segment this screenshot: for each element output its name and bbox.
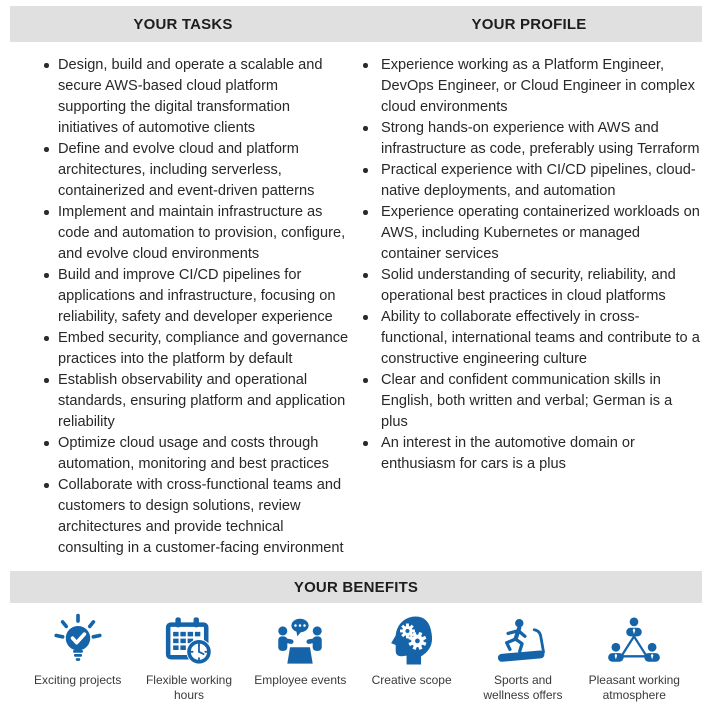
benefits-row bbox=[22, 612, 690, 703]
profile-item bbox=[356, 118, 702, 160]
head-gears-icon bbox=[383, 612, 441, 668]
bullet-icon bbox=[363, 210, 368, 215]
benefit-item bbox=[133, 612, 244, 703]
bullet-icon bbox=[363, 378, 368, 383]
bullet-icon bbox=[44, 147, 49, 152]
profile-column bbox=[356, 55, 702, 559]
benefit-item bbox=[245, 612, 356, 703]
profile-text: Strong hands-on experience with AWS and infrastructure as code, preferably using Terraform bbox=[381, 120, 700, 157]
task-text: Collaborate with cross-functional teams and customers to design solutions, review architectures and provide technical consulting in a customer-facing environment bbox=[58, 477, 344, 556]
task-text: Implement and maintain infrastructure as code and automation to provision, configure, and evolve cloud environments bbox=[58, 204, 346, 262]
task-item bbox=[10, 139, 350, 202]
bullet-icon bbox=[363, 315, 368, 320]
bullet-icon bbox=[363, 168, 368, 173]
bullet-icon bbox=[363, 126, 368, 131]
profile-item bbox=[356, 202, 702, 265]
task-item bbox=[10, 370, 350, 433]
benefit-label: Pleasant working atmosphere bbox=[588, 673, 680, 702]
profile-text: Experience working as a Platform Engineer, DevOps Engineer, or Cloud Engineer in complex cloud environments bbox=[381, 57, 695, 115]
task-item bbox=[10, 202, 350, 265]
tasks-header bbox=[10, 6, 356, 42]
treadmill-runner-icon bbox=[493, 612, 553, 668]
benefit-item bbox=[579, 612, 690, 703]
profile-item bbox=[356, 307, 702, 370]
profile-item bbox=[356, 160, 702, 202]
profile-header-label: YOUR PROFILE bbox=[471, 16, 587, 33]
tasks-header-label: YOUR TASKS bbox=[133, 16, 233, 33]
benefit-label: Exciting projects bbox=[33, 673, 122, 687]
task-text: Establish observability and operational standards, ensuring platform and application reliability bbox=[58, 372, 346, 430]
benefits-header bbox=[10, 571, 702, 603]
bullet-icon bbox=[363, 441, 368, 446]
task-text: Optimize cloud usage and costs through automation, monitoring and best practices bbox=[58, 435, 329, 472]
bullet-icon bbox=[44, 378, 49, 383]
bullet-icon bbox=[363, 63, 368, 68]
bullet-icon bbox=[44, 210, 49, 215]
bullet-icon bbox=[44, 441, 49, 446]
profile-item bbox=[356, 433, 702, 475]
task-item bbox=[10, 475, 350, 559]
benefits-header-label: YOUR BENEFITS bbox=[293, 579, 419, 596]
profile-text: Clear and confident communication skills in English, both written and verbal; German is a plus bbox=[381, 372, 673, 430]
task-item bbox=[10, 328, 350, 370]
team-network-icon bbox=[605, 612, 663, 668]
section-headers bbox=[10, 6, 702, 42]
benefit-item bbox=[22, 612, 133, 703]
profile-text: Practical experience with CI/CD pipelines, cloud-native deployments, and automation bbox=[381, 162, 696, 199]
task-text: Embed security, compliance and governance practices into the platform by default bbox=[58, 330, 349, 367]
benefit-label: Employee events bbox=[254, 673, 347, 687]
profile-item bbox=[356, 370, 702, 433]
lightbulb-check-icon bbox=[49, 612, 107, 668]
bullet-icon bbox=[44, 483, 49, 488]
task-item bbox=[10, 265, 350, 328]
profile-text: Ability to collaborate effectively in cross-functional, international teams and contribute to a constructive engineering culture bbox=[381, 309, 700, 367]
benefit-label: Sports and wellness offers bbox=[483, 673, 563, 702]
task-text: Build and improve CI/CD pipelines for applications and infrastructure, focusing on reliability, safety and developer experience bbox=[58, 267, 336, 325]
benefit-item bbox=[467, 612, 578, 703]
task-item bbox=[10, 433, 350, 475]
content-columns bbox=[10, 55, 702, 559]
bullet-icon bbox=[363, 273, 368, 278]
tasks-column bbox=[10, 55, 356, 559]
benefit-label: Creative scope bbox=[371, 673, 452, 687]
task-text: Define and evolve cloud and platform architectures, including serverless, containerized and event-driven patterns bbox=[58, 141, 315, 199]
profile-item bbox=[356, 265, 702, 307]
meeting-table-icon bbox=[271, 612, 329, 668]
profile-text: Solid understanding of security, reliability, and operational best practices in cloud platforms bbox=[381, 267, 676, 304]
bullet-icon bbox=[44, 336, 49, 341]
profile-item bbox=[356, 55, 702, 118]
bullet-icon bbox=[44, 63, 49, 68]
profile-header bbox=[356, 6, 702, 42]
benefit-item bbox=[356, 612, 467, 703]
profile-list bbox=[356, 55, 702, 475]
task-item bbox=[10, 55, 350, 139]
profile-text: An interest in the automotive domain or enthusiasm for cars is a plus bbox=[381, 435, 635, 472]
tasks-list bbox=[10, 55, 356, 559]
calendar-clock-icon bbox=[160, 612, 218, 668]
bullet-icon bbox=[44, 273, 49, 278]
profile-text: Experience operating containerized workloads on AWS, including Kubernetes or managed container services bbox=[381, 204, 700, 262]
benefit-label: Flexible working hours bbox=[145, 673, 232, 702]
task-text: Design, build and operate a scalable and secure AWS-based cloud platform supporting the digital transformation initiatives of automotive clients bbox=[58, 57, 323, 136]
